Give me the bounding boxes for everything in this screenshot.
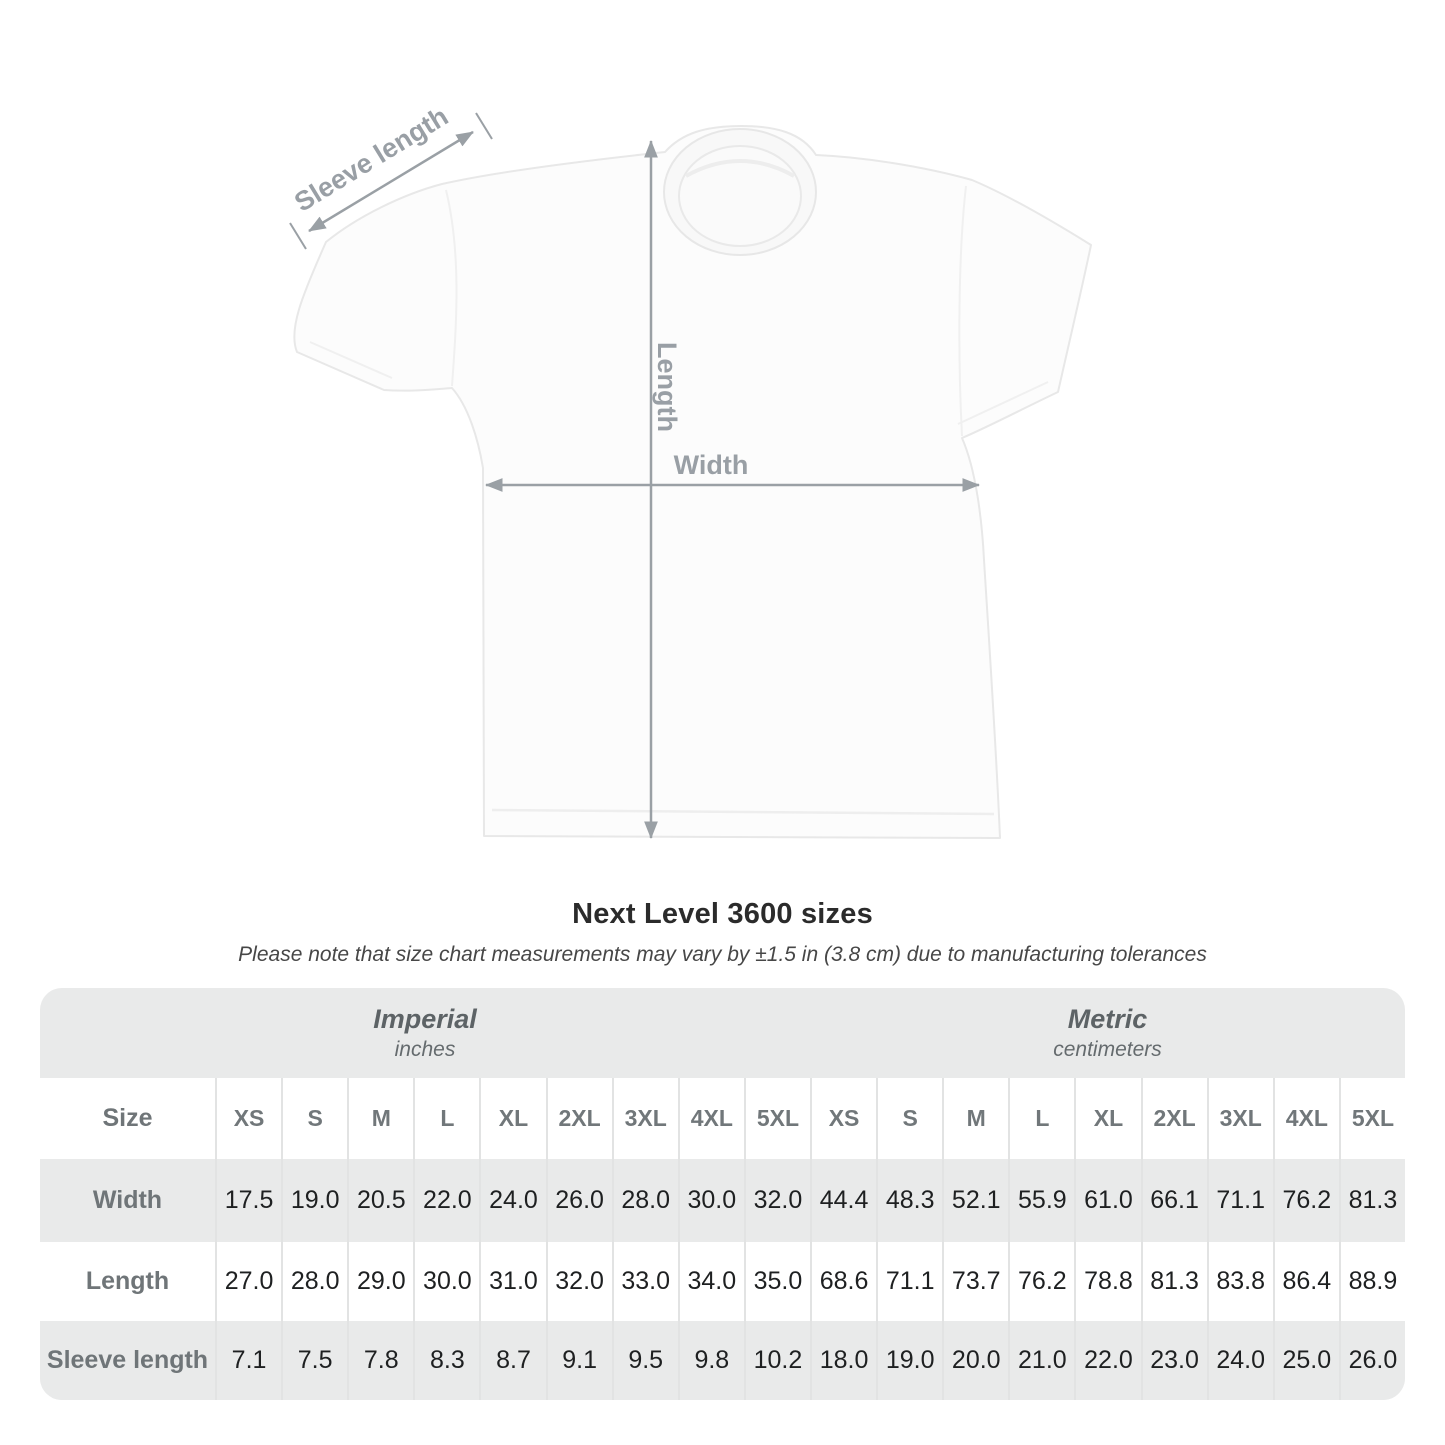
size-col-header: 4XL [678,1078,744,1159]
sleeve-arrow-tick-start [290,223,306,249]
tshirt-illustration [294,126,1091,838]
value-cell: 19.0 [281,1159,347,1242]
row-label: Length [85,1267,170,1295]
length-label: Length [652,342,682,432]
sleeve-length-label: Sleeve length [289,101,454,218]
value-cell: 8.3 [413,1321,479,1400]
value-cell: 76.2 [1273,1159,1339,1242]
value-cell: 9.5 [612,1321,678,1400]
metric-header [810,988,1405,1078]
value-cell: 7.5 [281,1321,347,1400]
size-col-header: S [876,1078,942,1159]
sleeve-arrow-tick-end [476,113,492,139]
size-col-header: 3XL [612,1078,678,1159]
size-chart-table [40,988,1405,1400]
value-cell: 7.1 [215,1321,281,1400]
value-cell: 66.1 [1141,1159,1207,1242]
size-col-header: XL [479,1078,545,1159]
size-col-header: XS [810,1078,876,1159]
value-cell: 76.2 [1008,1242,1074,1321]
value-cell: 34.0 [678,1242,744,1321]
metric-title: Metric [1067,1004,1148,1034]
value-cell: 25.0 [1273,1321,1339,1400]
value-cell: 27.0 [215,1242,281,1321]
size-col-header: XS [215,1078,281,1159]
value-cell: 24.0 [1207,1321,1273,1400]
value-cell: 81.3 [1339,1159,1405,1242]
value-cell: 26.0 [546,1159,612,1242]
row-label: Sleeve length [46,1346,209,1374]
value-cell: 35.0 [744,1242,810,1321]
size-col-header: 5XL [1339,1078,1405,1159]
value-cell: 71.1 [1207,1159,1273,1242]
size-col-header: 2XL [546,1078,612,1159]
size-col-header: M [347,1078,413,1159]
value-cell: 29.0 [347,1242,413,1321]
value-cell: 30.0 [413,1242,479,1321]
size-col-header: L [413,1078,479,1159]
size-row-label: Size [102,1104,153,1132]
size-header-row [40,1078,1405,1159]
imperial-title: Imperial [373,1004,477,1034]
value-cell: 32.0 [546,1242,612,1321]
value-cell: 83.8 [1207,1242,1273,1321]
value-cell: 26.0 [1339,1321,1405,1400]
value-cell: 32.0 [744,1159,810,1242]
page-title: Next Level 3600 sizes [572,898,873,930]
value-cell: 24.0 [479,1159,545,1242]
value-cell: 21.0 [1008,1321,1074,1400]
width-label: Width [673,450,749,480]
size-col-header: M [942,1078,1008,1159]
table-row-sleeve-length [40,1321,1405,1400]
value-cell: 78.8 [1074,1242,1140,1321]
tolerance-note: Please note that size chart measurements may vary by ±1.5 in (3.8 cm) due to manufacturing tolerances [238,943,1207,966]
size-col-header: S [281,1078,347,1159]
value-cell: 23.0 [1141,1321,1207,1400]
size-col-header: 5XL [744,1078,810,1159]
table-row-width [40,1159,1405,1242]
value-cell: 31.0 [479,1242,545,1321]
value-cell: 48.3 [876,1159,942,1242]
table-row-length [40,1242,1405,1321]
value-cell: 10.2 [744,1321,810,1400]
imperial-unit: inches [394,1038,456,1061]
value-cell: 8.7 [479,1321,545,1400]
value-cell: 28.0 [612,1159,678,1242]
value-cell: 18.0 [810,1321,876,1400]
unit-system-header-row [40,988,1405,1078]
value-cell: 44.4 [810,1159,876,1242]
value-cell: 19.0 [876,1321,942,1400]
row-label: Width [92,1186,163,1214]
value-cell: 22.0 [1074,1321,1140,1400]
value-cell: 17.5 [215,1159,281,1242]
value-cell: 73.7 [942,1242,1008,1321]
imperial-header [40,988,810,1078]
size-col-header: L [1008,1078,1074,1159]
value-cell: 20.5 [347,1159,413,1242]
metric-unit: centimeters [1053,1038,1162,1061]
size-col-header: XL [1074,1078,1140,1159]
value-cell: 61.0 [1074,1159,1140,1242]
value-cell: 33.0 [612,1242,678,1321]
value-cell: 30.0 [678,1159,744,1242]
size-col-header: 4XL [1273,1078,1339,1159]
value-cell: 22.0 [413,1159,479,1242]
value-cell: 7.8 [347,1321,413,1400]
value-cell: 68.6 [810,1242,876,1321]
value-cell: 20.0 [942,1321,1008,1400]
value-cell: 86.4 [1273,1242,1339,1321]
value-cell: 81.3 [1141,1242,1207,1321]
value-cell: 88.9 [1339,1242,1405,1321]
size-col-header: 2XL [1141,1078,1207,1159]
value-cell: 28.0 [281,1242,347,1321]
value-cell: 71.1 [876,1242,942,1321]
value-cell: 9.1 [546,1321,612,1400]
size-col-header: 3XL [1207,1078,1273,1159]
value-cell: 55.9 [1008,1159,1074,1242]
value-cell: 9.8 [678,1321,744,1400]
value-cell: 52.1 [942,1159,1008,1242]
